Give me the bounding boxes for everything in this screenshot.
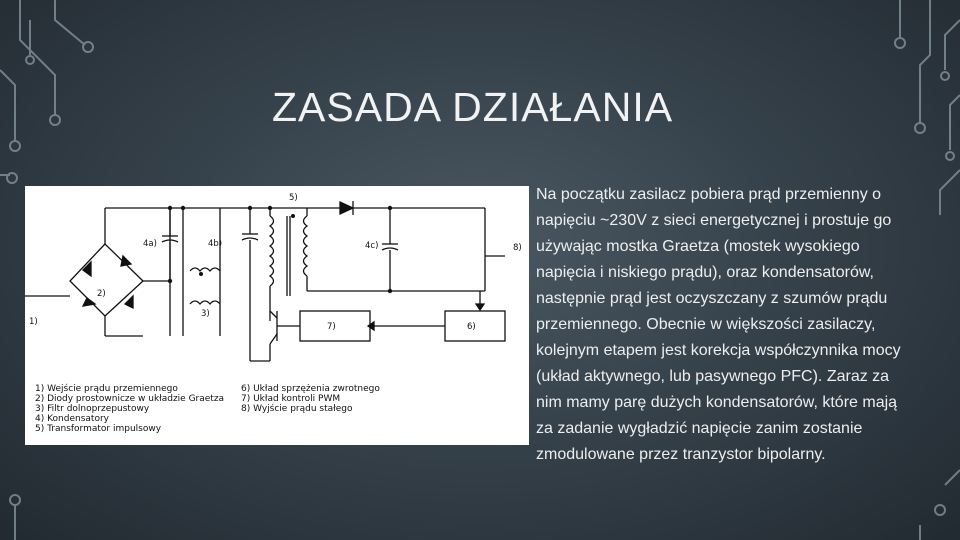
label-4c: 4c) bbox=[365, 241, 379, 251]
label-8: 8) bbox=[513, 243, 522, 253]
label-1: 1) bbox=[29, 317, 38, 327]
label-2: 2) bbox=[97, 289, 106, 299]
label-4b: 4b) bbox=[208, 239, 223, 249]
power-supply-circuit-diagram bbox=[25, 186, 529, 445]
legend-item: 7) Układ kontroli PWM bbox=[241, 394, 341, 404]
legend-item: 1) Wejście prądu przemiennego bbox=[35, 384, 178, 394]
legend-item: 2) Diody prostownicze w układzie Graetza bbox=[35, 394, 225, 404]
legend-item: 6) Układ sprzężenia zwrotnego bbox=[241, 384, 380, 394]
legend-item: 5) Transformator impulsowy bbox=[35, 424, 162, 434]
label-7: 7) bbox=[327, 322, 336, 332]
label-3: 3) bbox=[201, 309, 210, 319]
label-4a: 4a) bbox=[143, 239, 157, 249]
slide-title: ZASADA DZIAŁANIA bbox=[272, 84, 674, 130]
legend-left bbox=[35, 383, 224, 434]
label-6: 6) bbox=[467, 322, 476, 332]
circuit-schematic bbox=[25, 186, 529, 445]
label-5: 5) bbox=[289, 193, 298, 203]
legend-item: 8) Wyjście prądu stałego bbox=[241, 404, 353, 414]
legend-item: 4) Kondensatory bbox=[35, 414, 109, 424]
legend-right bbox=[241, 384, 380, 414]
slide-body-text: Na początku zasilacz pobiera prąd przemienny o napięciu ~230V z sieci energetycznej i prostuje go używając mostka Graetza (mostek wysokiego napięcia i niskiego prądu), oraz kondensatorów, następnie prąd jest oczyszczany z szumów prądu przemiennego. Obecnie w większości zasilaczy, kolejnym etapem jest korekcja współczynnika mocy (układ aktywnego, lub pasywnego PFC). Zaraz za nim mamy parę dużych kondensatorów, które mają za zadanie wygładzić napięcie zanim zostanie zmodulowane przez tranzystor bipolarny. bbox=[536, 186, 901, 463]
legend-item: 3) Filtr dolnoprzepustowy bbox=[35, 404, 150, 414]
